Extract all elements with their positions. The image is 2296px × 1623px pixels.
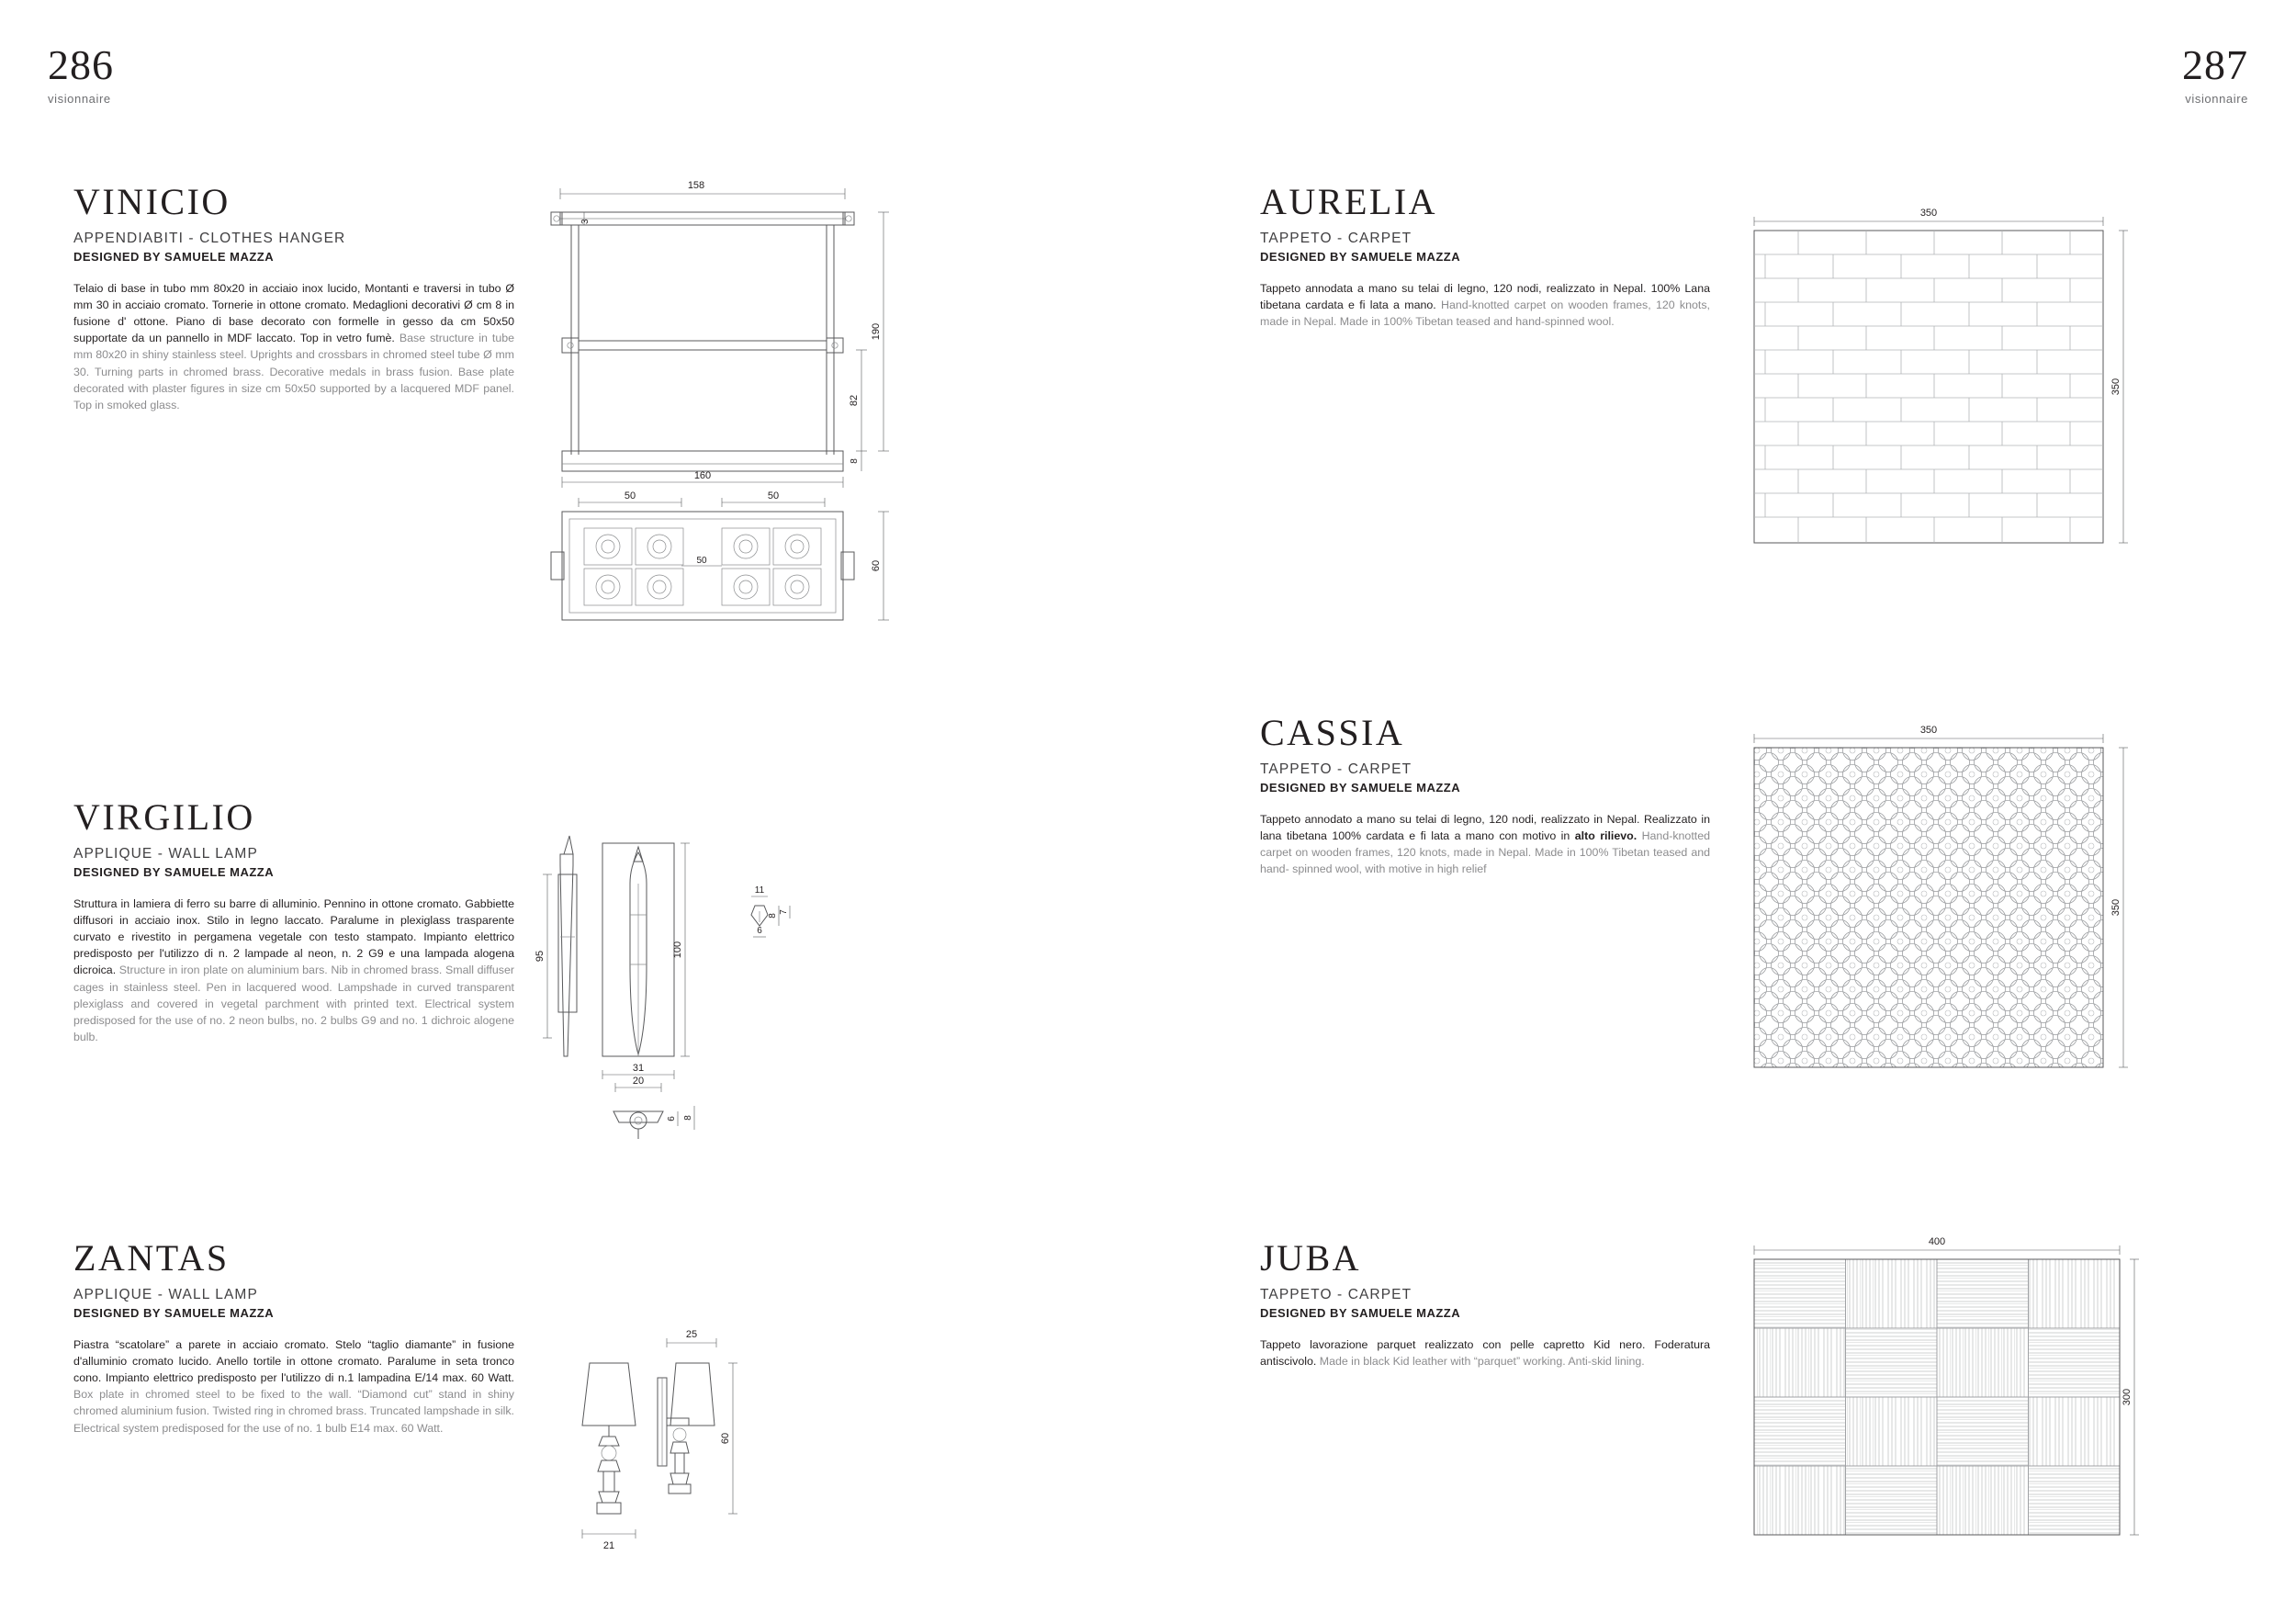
product-subtitle: APPLIQUE - WALL LAMP	[73, 1287, 258, 1302]
svg-text:350: 350	[1919, 725, 1938, 736]
svg-text:8: 8	[683, 1115, 693, 1121]
svg-text:6: 6	[757, 926, 762, 936]
drawing-virgilio	[535, 827, 845, 1212]
product-description	[73, 280, 514, 413]
svg-text:158: 158	[687, 180, 705, 191]
product-subtitle: APPENDIABITI - CLOTHES HANGER	[73, 231, 346, 246]
product-designer: DESIGNED BY SAMUELE MAZZA	[1260, 781, 1461, 795]
svg-text:60: 60	[720, 1432, 731, 1445]
drawing-vinicio	[542, 179, 928, 721]
product-title: CASSIA	[1260, 712, 1405, 753]
product-subtitle: TAPPETO - CARPET	[1260, 231, 1412, 246]
product-virgilio	[73, 796, 514, 1045]
svg-text:190: 190	[871, 322, 882, 341]
folio-right	[2182, 41, 2248, 106]
product-description	[73, 896, 514, 1045]
description-it: Tappeto lavorazione parquet realizzato con pelle capretto Kid nero. Foderatura antiscivolo.	[1260, 1338, 1710, 1369]
description-it: Struttura in lamiera di ferro su barre di alluminio. Pennino in ottone cromato. Gabbiette diffusori in acciaio inox. Stilo in legno laccato. Paralume in plexiglass trasparente curvato e rivestito in pergamena vegetale con testo stampato. Impianto elettrico predisposto per l'utilizzo di n. 2 lampade al neon, n. 2 G9 e una lampada alogena dicroica.	[73, 897, 514, 977]
description-en: Made in black Kid leather with “parquet” working. Anti-skid lining.	[1319, 1355, 1645, 1369]
product-subtitle: APPLIQUE - WALL LAMP	[73, 846, 258, 862]
svg-text:20: 20	[632, 1076, 645, 1087]
svg-text:8: 8	[850, 458, 860, 464]
drawing-zantas	[551, 1323, 854, 1561]
description-en: Structure in iron plate on aluminium bars. Nib in chromed brass. Small diffuser cages in stainless steel. Pen in lacquered wood. Lampshade in curved transparent plexiglass and covered in vegetal parchment with printed text. Electrical system predisposed for the use of no. 2 neon bulbs, no. 2 bulbs G9 and no. 1 dichroic alogene bulb.	[73, 964, 514, 1043]
product-aurelia	[1260, 181, 1710, 330]
description-it-bold: alto rilievo.	[1574, 829, 1638, 843]
page-number-left: 286	[48, 41, 114, 88]
description-en: Hand-knotted carpet on wooden frames, 120 knots, made in Nepal. Made in 100% Tibetan teased and hand-spinned wool.	[1260, 299, 1710, 329]
description-en: Box plate in chromed steel to be fixed to the wall. “Diamond cut” stand in shiny chromed aluminium fusion. Twisted ring in chromed brass. Truncated lampshade in silk. Electrical system predisposed for the use of no. 1 bulb E14 max. 60 Watt.	[73, 1388, 514, 1435]
product-title: AURELIA	[1260, 181, 1438, 222]
product-designer: DESIGNED BY SAMUELE MAZZA	[73, 1306, 275, 1320]
product-title: VIRGILIO	[73, 796, 255, 838]
product-subtitle: TAPPETO - CARPET	[1260, 1287, 1412, 1302]
product-description	[1260, 1336, 1710, 1369]
product-description	[1260, 280, 1710, 330]
product-title: JUBA	[1260, 1237, 1362, 1279]
product-juba	[1260, 1237, 1710, 1369]
product-zantas	[73, 1237, 514, 1437]
product-designer: DESIGNED BY SAMUELE MAZZA	[73, 865, 275, 879]
product-description	[1260, 811, 1710, 877]
svg-text:31: 31	[632, 1063, 645, 1074]
product-cassia	[1260, 712, 1710, 877]
svg-text:50: 50	[767, 490, 780, 502]
svg-text:21: 21	[602, 1540, 615, 1551]
svg-text:160: 160	[693, 470, 712, 481]
product-title: VINICIO	[73, 181, 231, 222]
svg-text:25: 25	[685, 1329, 698, 1340]
drawing-juba	[1745, 1226, 2140, 1594]
svg-text:11: 11	[754, 885, 765, 896]
svg-text:50: 50	[624, 490, 636, 502]
svg-text:350: 350	[2110, 898, 2122, 917]
description-en: Base structure in tube mm 80x20 in shiny stainless steel. Uprights and crossbars in chromed steel tube Ø mm 30. Turning parts in chromed brass. Decorative medals in brass fusion. Base plate decorated with plaster figures in size cm 50x50 supported by a lacquered MDF panel. Top in smoked glass.	[73, 332, 514, 411]
description-it: Piastra “scatolare” a parete in acciaio cromato. Stelo “taglio diamante” in fusione d'alluminio cromato lucido. Anello tortile in ottone cromato. Paralume in seta tronco cono. Impianto elettrico predisposto per l'utilizzo di n.1 lampadina E/14 max. 60 Watt.	[73, 1338, 514, 1385]
svg-text:300: 300	[2122, 1388, 2133, 1406]
drawing-cassia	[1745, 715, 2140, 1100]
description-en: Hand-knotted carpet on wooden frames, 120 knots, made in Nepal. Made in 100% Tibetan teased and hand- spinned wool, with motive in high relief	[1260, 829, 1710, 876]
product-designer: DESIGNED BY SAMUELE MAZZA	[1260, 1306, 1461, 1320]
drawing-aurelia	[1745, 197, 2140, 565]
folio-left	[48, 41, 114, 106]
svg-text:8: 8	[768, 913, 778, 919]
description-it: Telaio di base in tubo mm 80x20 in acciaio inox lucido, Montanti e traversi in tubo Ø mm 30 in acciaio cromato. Tornerie in ottone cromato. Medaglioni decorativi Ø cm 8 in fusione d' ottone. Piano di base decorato con formelle in gesso da cm 50x50 supportate da un pannello in MDF laccato. Top in vetro fumè.	[73, 282, 514, 345]
svg-text:100: 100	[672, 941, 683, 959]
svg-text:350: 350	[2110, 378, 2122, 396]
brand-right: visionnaire	[2185, 92, 2248, 106]
svg-text:95: 95	[535, 950, 546, 963]
page-number-right: 287	[2182, 41, 2248, 88]
product-designer: DESIGNED BY SAMUELE MAZZA	[73, 250, 275, 264]
svg-text:50: 50	[696, 556, 707, 566]
svg-text:82: 82	[849, 394, 860, 407]
svg-text:7: 7	[779, 909, 789, 915]
svg-text:400: 400	[1928, 1236, 1946, 1247]
product-vinicio	[73, 181, 514, 413]
svg-text:6: 6	[667, 1116, 677, 1121]
svg-text:350: 350	[1919, 208, 1938, 219]
description-it: Tappeto annodato a mano su telai di legno, 120 nodi, realizzato in Nepal. Realizzato in lana tibetana 100% cardata e fi lata a mano con motivo in	[1260, 813, 1710, 843]
brand-left: visionnaire	[48, 92, 111, 106]
product-subtitle: TAPPETO - CARPET	[1260, 761, 1412, 777]
product-designer: DESIGNED BY SAMUELE MAZZA	[1260, 250, 1461, 264]
svg-text:3: 3	[580, 219, 591, 224]
product-description	[73, 1336, 514, 1437]
description-it: Tappeto annodata a mano su telai di legno, 120 nodi, realizzato in Nepal. 100% Lana tibetana cardata e fi lata a mano.	[1260, 282, 1710, 312]
product-title: ZANTAS	[73, 1237, 230, 1279]
svg-text:60: 60	[871, 559, 882, 572]
